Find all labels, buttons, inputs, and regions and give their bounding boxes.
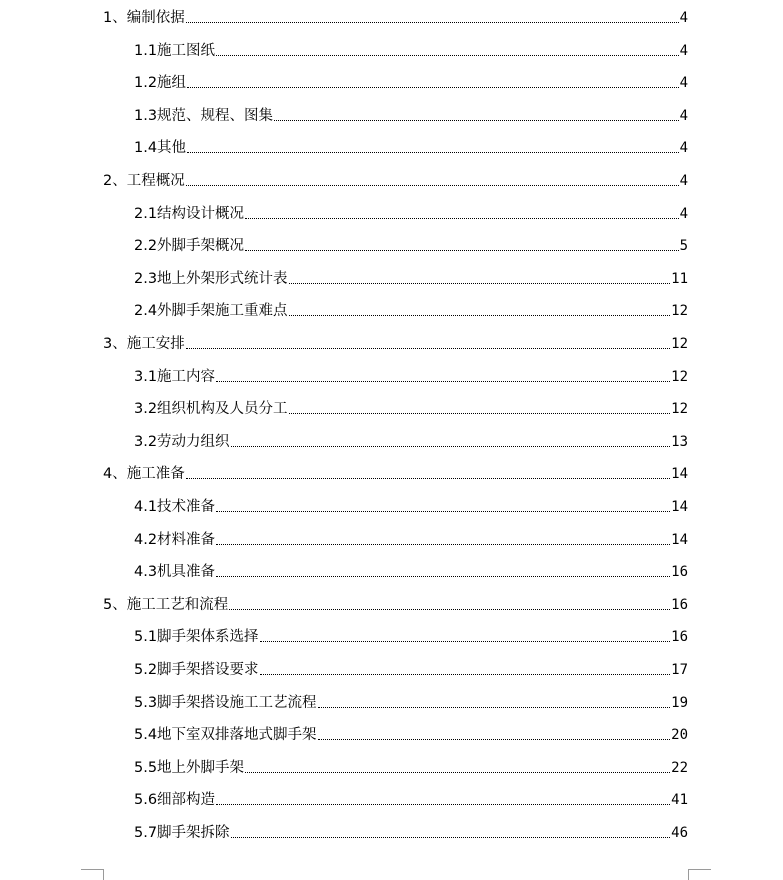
toc-entry[interactable]	[134, 39, 688, 61]
toc-entry-title: 4、施工准备	[103, 466, 185, 483]
toc-entry-title: 2.2外脚手架概况	[134, 238, 245, 255]
toc-dot-leader	[318, 707, 671, 708]
toc-dot-leader	[318, 739, 671, 740]
toc-entry[interactable]	[134, 560, 688, 582]
toc-entry-title: 5.3脚手架搭设施工工艺流程	[134, 694, 317, 711]
toc-entry[interactable]	[134, 136, 688, 158]
toc-entry-page-number: 4	[679, 173, 688, 189]
toc-entry-title: 1、编制依据	[103, 10, 185, 26]
toc-dot-leader	[186, 348, 670, 349]
toc-dot-leader	[216, 804, 670, 805]
toc-entry-title: 1.2施组	[134, 75, 187, 92]
toc-entry[interactable]	[134, 267, 688, 289]
toc-entry-page-number: 41	[671, 792, 688, 809]
toc-entry-title: 5.6细部构造	[134, 792, 216, 809]
toc-entry[interactable]	[103, 462, 688, 484]
toc-entry-page-number: 22	[671, 759, 688, 776]
toc-dot-leader	[216, 576, 670, 577]
toc-entry-page-number: 16	[671, 629, 688, 646]
toc-entry-page-number: 4	[679, 205, 688, 222]
toc-entry-page-number: 4	[679, 75, 688, 92]
toc-entry[interactable]	[134, 430, 688, 452]
toc-dot-leader	[186, 478, 670, 479]
toc-entry-title: 3.2组织机构及人员分工	[134, 401, 288, 418]
toc-dot-leader	[289, 413, 671, 414]
toc-entry-title: 1.3规范、规程、图集	[134, 107, 274, 124]
toc-entry-page-number: 11	[671, 270, 688, 287]
toc-entry[interactable]	[134, 71, 688, 93]
toc-dot-leader	[289, 315, 671, 316]
toc-entry-page-number: 4	[679, 42, 688, 59]
toc-entry[interactable]	[134, 625, 688, 647]
toc-entry-page-number: 12	[671, 303, 688, 320]
toc-dot-leader	[260, 641, 671, 642]
toc-entry[interactable]	[103, 332, 688, 354]
toc-entry-title: 2.1结构设计概况	[134, 205, 245, 222]
toc-entry[interactable]	[134, 723, 688, 745]
toc-entry-page-number: 4	[679, 10, 688, 26]
toc-entry-title: 5.5地上外脚手架	[134, 759, 245, 776]
toc-dot-leader	[260, 674, 671, 675]
toc-entry-title: 5.2脚手架搭设要求	[134, 662, 259, 678]
toc-entry[interactable]	[134, 202, 688, 224]
toc-entry[interactable]	[134, 365, 688, 387]
toc-entry-page-number: 17	[671, 662, 688, 678]
toc-entry[interactable]	[103, 593, 688, 615]
toc-entry-title: 1.4其他	[134, 140, 187, 157]
toc-entry-page-number: 4	[679, 107, 688, 124]
page-corner-mark-right	[688, 869, 711, 880]
toc-entry-page-number: 12	[671, 401, 688, 418]
toc-entry[interactable]	[134, 821, 688, 843]
toc-dot-leader	[186, 185, 679, 186]
toc-entry-title: 3.1施工内容	[134, 368, 216, 385]
toc-entry-title: 5.4地下室双排落地式脚手架	[134, 727, 317, 744]
toc-dot-leader	[216, 511, 670, 512]
toc-dot-leader	[231, 837, 671, 838]
toc-entry[interactable]	[134, 528, 688, 550]
toc-entry[interactable]	[134, 495, 688, 517]
toc-entry[interactable]	[134, 104, 688, 126]
toc-entry-title: 4.2材料准备	[134, 531, 216, 548]
toc-entry-title: 5.7脚手架拆除	[134, 825, 230, 841]
page-corner-mark-left	[81, 869, 104, 880]
toc-dot-leader	[274, 120, 679, 121]
toc-dot-leader	[289, 283, 671, 284]
toc-entry-page-number: 12	[671, 336, 688, 352]
toc-entry-title: 3.2劳动力组织	[134, 433, 230, 450]
toc-entry-title: 1.1施工图纸	[134, 42, 216, 59]
toc-entry[interactable]	[134, 756, 688, 778]
toc-entry-page-number: 12	[671, 368, 688, 385]
toc-entry-title: 2、工程概况	[103, 173, 185, 189]
toc-entry-page-number: 19	[671, 694, 688, 711]
toc-entry[interactable]	[134, 397, 688, 419]
toc-entry-page-number: 14	[671, 466, 688, 483]
toc-entry-page-number: 20	[671, 727, 688, 744]
toc-entry-title: 5.1脚手架体系选择	[134, 629, 259, 646]
toc-entry[interactable]	[134, 691, 688, 713]
toc-entry-title: 4.1技术准备	[134, 499, 216, 515]
toc-entry[interactable]	[134, 234, 688, 256]
toc-entry-title: 4.3机具准备	[134, 564, 216, 581]
toc-dot-leader	[216, 544, 670, 545]
toc-entry[interactable]	[134, 788, 688, 810]
toc-dot-leader	[187, 87, 679, 88]
toc-entry[interactable]	[103, 6, 688, 28]
toc-entry-page-number: 13	[671, 433, 688, 450]
toc-dot-leader	[187, 152, 679, 153]
toc-entry-title: 2.4外脚手架施工重难点	[134, 303, 288, 320]
toc-entry[interactable]	[134, 299, 688, 321]
toc-entry-page-number: 46	[671, 825, 688, 841]
toc-dot-leader	[245, 250, 679, 251]
toc-entry-page-number: 16	[671, 564, 688, 581]
toc-entry[interactable]	[134, 658, 688, 680]
toc-dot-leader	[231, 446, 671, 447]
toc-dot-leader	[245, 218, 679, 219]
toc-entry-title: 2.3地上外架形式统计表	[134, 270, 288, 287]
toc-entry-page-number: 14	[671, 499, 688, 515]
toc-dot-leader	[245, 772, 670, 773]
toc-entry-title: 3、施工安排	[103, 336, 185, 352]
toc-entry-page-number: 4	[679, 140, 688, 157]
toc-entry-page-number: 5	[679, 238, 688, 255]
toc-entry-title: 5、施工工艺和流程	[103, 596, 229, 613]
toc-dot-leader	[186, 22, 679, 23]
toc-entry[interactable]	[103, 169, 688, 191]
toc-dot-leader	[216, 381, 670, 382]
toc-entry-page-number: 16	[671, 596, 688, 613]
toc-entry-page-number: 14	[671, 531, 688, 548]
toc-dot-leader	[216, 55, 679, 56]
toc-dot-leader	[229, 609, 670, 610]
